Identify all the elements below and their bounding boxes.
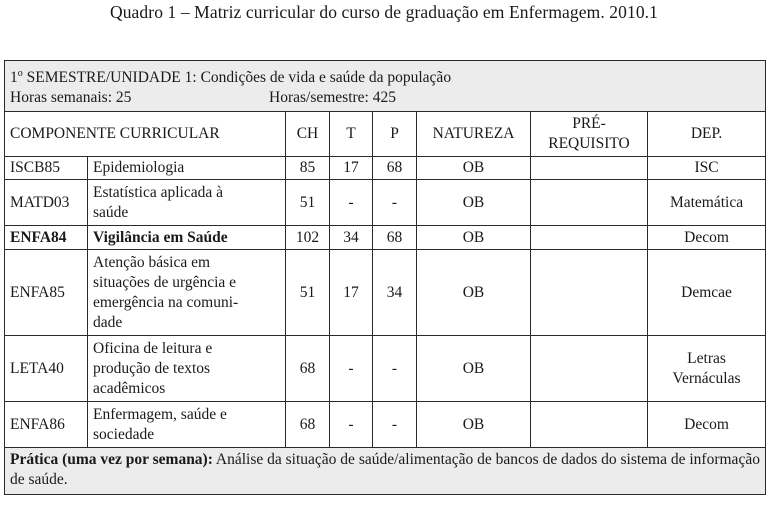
course-name: Estatística aplicada à saúde [88,180,286,226]
practice-label: Prática (uma vez por semana) [10,451,208,469]
course-code: ISCB85 [5,157,88,180]
course-name: Atenção básica em situações de urgência e emergência na comuni- dade [88,250,286,336]
semester-title: 1$^o$ SEMESTRE/UNIDADE 1: Condições de vida e saúde da população [10,68,452,87]
course-p: 34 [373,250,417,336]
course-p: - [373,402,417,448]
course-code: ENFA84 [5,226,88,250]
table-row [5,226,766,250]
col-header-prereq: PRÉ- REQUISITO [531,112,648,157]
col-header-dep: DEP. [648,112,766,157]
course-prereq [531,226,648,250]
course-t: - [330,180,373,226]
course-code: LETA40 [5,336,88,402]
table-row [5,157,766,180]
col-header-t: T [330,112,373,157]
course-nature: OB [417,226,531,250]
weekly-hours: Horas semanais: 25 [10,89,132,107]
course-t: 17 [330,157,373,180]
course-prereq [531,157,648,180]
course-code: ENFA86 [5,402,88,448]
course-ch: 51 [286,180,330,226]
course-name: Vigilância em Saúde [88,226,286,250]
course-dep: ISC [648,157,766,180]
col-header-component: COMPONENTE CURRICULAR [5,112,286,157]
course-dep: Matemática [648,180,766,226]
course-dep: Decom [648,226,766,250]
table-row [5,250,766,336]
course-ch: 102 [286,226,330,250]
course-prereq [531,180,648,226]
semester-info [5,61,766,112]
course-code: ENFA85 [5,250,88,336]
curriculum-table [4,60,766,495]
course-t: 17 [330,250,373,336]
course-name: Enfermagem, saúde e sociedade [88,402,286,448]
course-prereq [531,336,648,402]
course-p: 68 [373,226,417,250]
course-p: 68 [373,157,417,180]
course-ch: 68 [286,402,330,448]
course-dep: Demcae [648,250,766,336]
course-t: - [330,402,373,448]
table-row [5,402,766,448]
course-ch: 85 [286,157,330,180]
practice-note: Prática (uma vez por semana): Análise da situação de saúde/alimentação de bancos de dados do sistema de informação de saúde. [5,448,766,495]
course-nature: OB [417,250,531,336]
course-p: - [373,336,417,402]
course-prereq [531,250,648,336]
course-code: MATD03 [5,180,88,226]
table-row [5,180,766,226]
course-ch: 51 [286,250,330,336]
course-name: Epidemiologia [88,157,286,180]
semester-hours: Horas/semestre: 425 [269,89,396,107]
table-caption: Quadro 1 – Matriz curricular do curso de graduação em Enfermagem. 2010.1 [109,2,659,22]
table-row [5,336,766,402]
col-header-p: P [373,112,417,157]
course-name: Oficina de leitura e produção de textos acadêmicos [88,336,286,402]
course-prereq [531,402,648,448]
course-nature: OB [417,402,531,448]
course-nature: OB [417,180,531,226]
practice-text: Análise da situação de saúde/alimentação de bancos de dados do sistema de informação de saúde. [10,451,760,489]
course-t: 34 [330,226,373,250]
course-ch: 68 [286,336,330,402]
practice-row [5,448,766,495]
col-header-ch: CH [286,112,330,157]
course-t: - [330,336,373,402]
course-dep: Decom [648,402,766,448]
course-nature: OB [417,157,531,180]
semester-header-row [5,61,766,112]
course-nature: OB [417,336,531,402]
column-header-row [5,112,766,157]
course-p: - [373,180,417,226]
course-dep: Letras Vernáculas [648,336,766,402]
col-header-nature: NATUREZA [417,112,531,157]
